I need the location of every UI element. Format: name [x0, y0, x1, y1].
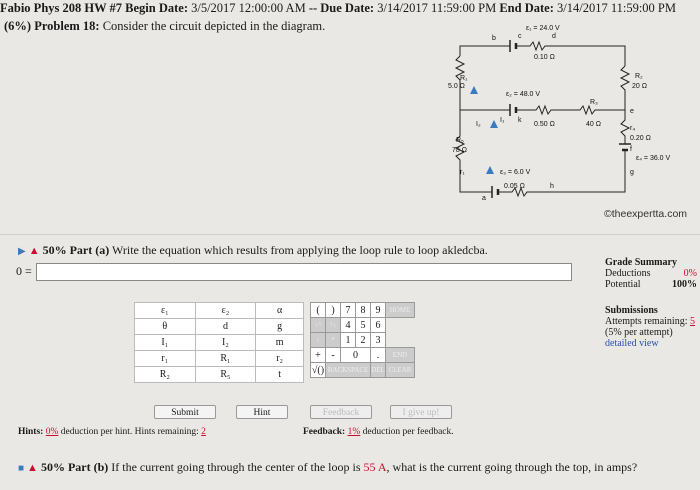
key-home[interactable]: HOME: [386, 303, 415, 318]
key-dot[interactable]: .: [371, 348, 386, 363]
i1-label: I₁: [500, 117, 505, 124]
give-up-button[interactable]: I give up!: [390, 405, 452, 419]
equation-prefix: 0 =: [16, 264, 32, 278]
key-up-caret[interactable]: ↑^: [311, 318, 326, 333]
problem-title: Problem 18:: [34, 19, 100, 33]
credit-watermark: ©theexpertta.com: [604, 208, 688, 220]
var-r2[interactable]: r₂: [256, 351, 304, 367]
keypad: [310, 302, 415, 378]
warning-icon: ▲: [28, 245, 40, 257]
r2-value: 20 Ω: [632, 83, 647, 90]
node-e: e: [630, 108, 634, 115]
warning-icon: ▲: [27, 462, 38, 474]
potential-value: 100%: [672, 279, 697, 290]
begin-label: Begin Date:: [125, 1, 188, 15]
e1-label: ε₁ = 24.0 V: [526, 25, 560, 32]
var-d[interactable]: d: [195, 319, 256, 335]
grade-summary-title: Grade Summary: [605, 257, 677, 268]
potential-label: Potential: [605, 279, 641, 290]
node-a: a: [482, 195, 486, 202]
key-0[interactable]: 0: [341, 348, 371, 363]
hints-remaining: 2: [201, 427, 206, 437]
r4-name: r₄: [630, 125, 636, 132]
key-5[interactable]: 5: [356, 318, 371, 333]
key-plus[interactable]: +: [311, 348, 326, 363]
ri3-label: 0.05 Ω: [504, 183, 525, 190]
circuit-diagram: [430, 16, 671, 202]
r1-current-label: r₁: [460, 169, 465, 176]
r1-value: 5.0 Ω: [448, 83, 465, 90]
r2-name: R₂: [635, 73, 643, 80]
key-down-caret[interactable]: ^↓: [326, 318, 341, 333]
hints-pct: 0%: [45, 427, 59, 437]
part-a-label: Part (a): [69, 243, 110, 257]
due-label: Due Date:: [320, 1, 375, 15]
attempts-label: Attempts remaining:: [605, 316, 688, 327]
deductions-label: Deductions: [605, 268, 651, 279]
ri1-label: 0.10 Ω: [534, 54, 555, 61]
keypad-spacer: [386, 333, 415, 348]
key-9[interactable]: 9: [371, 303, 386, 318]
key-divide[interactable]: /: [311, 333, 326, 348]
var-e2[interactable]: ε₂: [195, 303, 256, 319]
var-e1[interactable]: ε₁: [135, 303, 196, 319]
part-b-text-pre: If the current going through the center of the loop is: [111, 460, 361, 474]
answer-input[interactable]: [36, 263, 572, 281]
hint-button[interactable]: Hint: [236, 405, 288, 419]
problem-statement: [4, 19, 325, 34]
var-theta[interactable]: θ: [135, 319, 196, 335]
key-3[interactable]: 3: [371, 333, 386, 348]
due-date: 3/14/2017 11:59:00 PM: [377, 1, 497, 15]
problem-text: Consider the circuit depicted in the diagram.: [102, 19, 326, 33]
node-k: k: [518, 117, 522, 124]
part-a-weight: 50%: [42, 243, 67, 257]
key-2[interactable]: 2: [356, 333, 371, 348]
i2-label: I₂: [476, 121, 481, 128]
r3-name: R₃: [590, 99, 598, 106]
key-open-paren[interactable]: (: [311, 303, 326, 318]
r3-value: 40 Ω: [586, 121, 601, 128]
var-R5[interactable]: R₅: [195, 367, 256, 383]
var-g[interactable]: g: [256, 319, 304, 335]
var-r1[interactable]: r₁: [135, 351, 196, 367]
var-i2[interactable]: I₂: [195, 335, 256, 351]
part-b-weight: 50%: [40, 460, 65, 474]
submit-button[interactable]: Submit: [154, 405, 216, 419]
per-attempt-text: (5% per attempt): [605, 327, 673, 338]
part-a-text: Write the equation which results from applying the loop rule to loop akledcba.: [112, 243, 488, 257]
node-f: f: [630, 146, 632, 153]
end-date: 3/14/2017 11:59:00 PM: [557, 1, 676, 15]
ri4-label: 0.20 Ω: [630, 135, 651, 142]
key-sqrt[interactable]: √(): [311, 364, 325, 376]
keypad-spacer: [386, 318, 415, 333]
node-d: d: [552, 33, 556, 40]
part-b-value: 55 A: [363, 460, 387, 474]
e4-label: ε₄ = 36.0 V: [636, 155, 671, 162]
end-label: End Date:: [499, 1, 554, 15]
key-multiply[interactable]: *: [326, 333, 341, 348]
part-b-label: Part (b): [67, 460, 109, 474]
detailed-view-link[interactable]: detailed view: [605, 338, 659, 349]
grade-summary: [605, 257, 697, 290]
ri2-label: 0.50 Ω: [534, 121, 555, 128]
node-b: b: [492, 35, 496, 42]
part-b-text-post: , what is the current going through the top, in amps?: [386, 460, 638, 474]
key-close-paren[interactable]: ): [326, 303, 341, 318]
e3-label: ε₃ = 6.0 V: [500, 169, 531, 176]
key-8[interactable]: 8: [356, 303, 371, 318]
key-end[interactable]: END: [386, 348, 415, 363]
feedback-label: Feedback:: [303, 427, 346, 437]
assignment-header: [0, 0, 700, 16]
section-divider: [0, 234, 700, 235]
course-title: Fabio Phys 208 HW #7: [0, 1, 123, 15]
play-triangle-icon[interactable]: ▶: [18, 246, 26, 257]
attempts-value: 5: [690, 316, 695, 327]
hints-info: [18, 427, 206, 437]
key-1[interactable]: 1: [341, 333, 356, 348]
part-b-header[interactable]: [18, 460, 637, 475]
submissions-panel: [605, 305, 697, 349]
key-6[interactable]: 6: [371, 318, 386, 333]
var-i1[interactable]: I₁: [135, 335, 196, 351]
feedback-text: deduction per feedback.: [362, 427, 454, 437]
expand-icon[interactable]: ■: [18, 463, 25, 474]
deductions-value: 0%: [683, 268, 697, 279]
r1-name: R₁: [460, 75, 468, 82]
begin-date: 3/5/2017 12:00:00 AM: [191, 1, 306, 15]
var-alpha[interactable]: α: [256, 303, 304, 319]
key-backspace[interactable]: BACKSPACE: [326, 363, 371, 378]
feedback-button[interactable]: Feedback: [310, 405, 372, 419]
node-g: g: [630, 169, 634, 176]
var-t[interactable]: t: [256, 367, 304, 383]
key-clear[interactable]: CLEAR: [386, 363, 415, 378]
r5-value: 78 Ω: [452, 147, 467, 154]
feedback-info: [303, 427, 454, 437]
r5-name: R₅: [456, 137, 464, 144]
key-minus[interactable]: -: [326, 348, 341, 363]
var-m[interactable]: m: [256, 335, 304, 351]
var-R1[interactable]: R₁: [195, 351, 256, 367]
node-h: h: [550, 183, 554, 190]
hints-text: deduction per hint. Hints remaining:: [60, 427, 199, 437]
date-sep: --: [308, 1, 318, 15]
feedback-pct: 1%: [347, 427, 361, 437]
key-del[interactable]: DEL: [371, 363, 386, 378]
var-R2[interactable]: R₂: [135, 367, 196, 383]
key-7[interactable]: 7: [341, 303, 356, 318]
variable-palette: [134, 302, 304, 383]
node-c: c: [518, 33, 522, 40]
key-4[interactable]: 4: [341, 318, 356, 333]
e2-label: ε₂ = 48.0 V: [506, 91, 541, 98]
part-a-header: [18, 243, 488, 258]
submissions-title: Submissions: [605, 305, 658, 316]
problem-weight: (6%): [4, 19, 32, 33]
hints-label: Hints:: [18, 427, 44, 437]
